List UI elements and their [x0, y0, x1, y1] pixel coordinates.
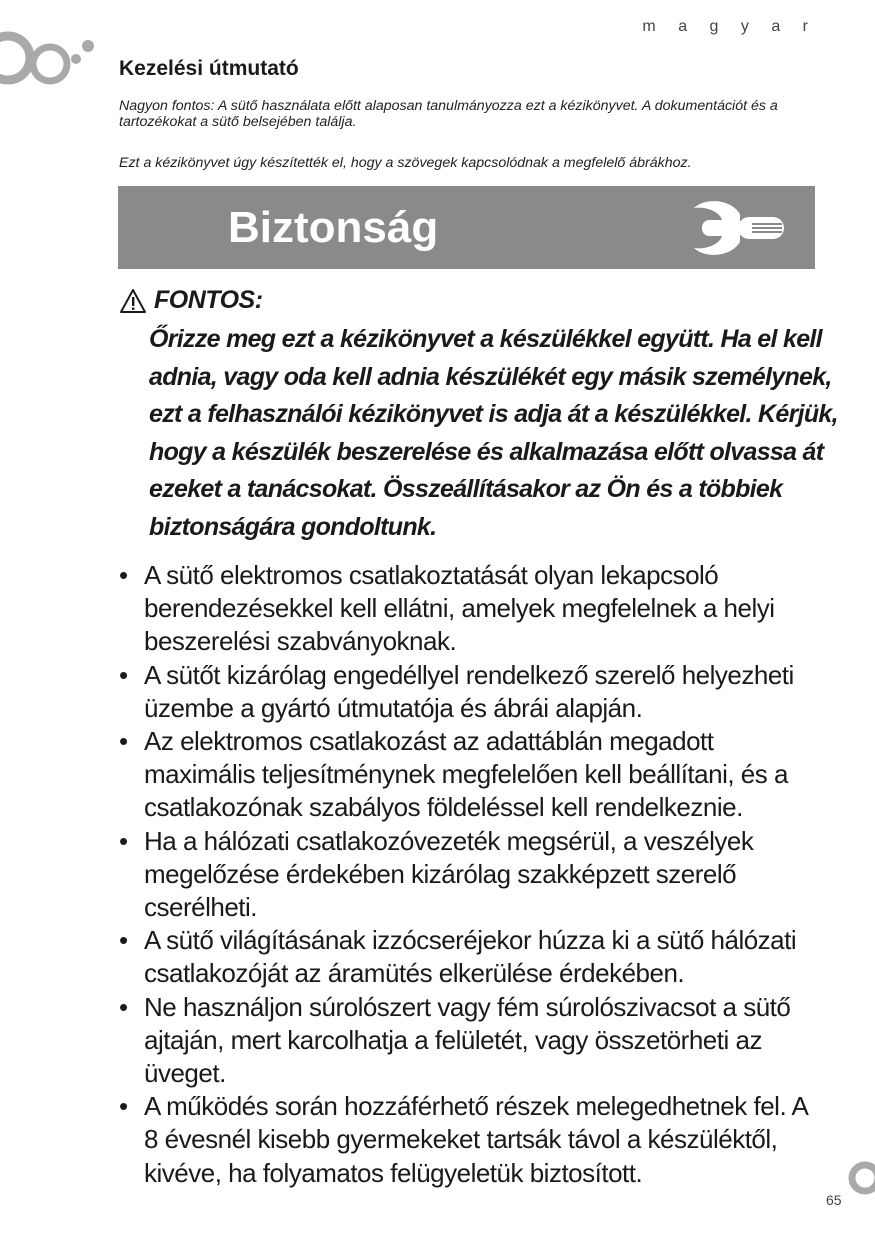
- warning-text: Őrizze meg ezt a kézikönyvet a készülékkel együtt. Ha el kell adnia, vagy oda kell adnia készülékét egy másik személynek, ezt a felhasználói kézikönyvet is adja át a készülékkel. Kérjük, hogy a készülék beszerelése és alkalmazása előtt olvassa át ezeket a tanácsokat. Összeállításakor az Ön és a többiek biztonságára gondoltunk.: [149, 325, 838, 541]
- bullet-icon: •: [119, 991, 128, 1022]
- page-number: 65: [826, 1192, 842, 1208]
- language-label: m a g y a r: [642, 18, 817, 35]
- bullet-icon: •: [119, 1091, 128, 1122]
- list-item: [119, 1090, 819, 1190]
- bullet-icon: •: [119, 825, 128, 856]
- warning-label: FONTOS:: [154, 286, 263, 314]
- list-item-text: A sütő világításának izzócseréjekor húzza ki a sütő hálózati csatlakozóját az áramütés elkerülése érdekében.: [144, 925, 797, 989]
- list-item: [119, 825, 819, 925]
- list-item: [119, 559, 819, 659]
- intro-paragraph: Nagyon fontos: A sütő használata előtt alaposan tanulmányozza ezt a kézikönyvet. A dokumentációt és a tartozékokat a sütő belsejében találja.: [119, 98, 778, 130]
- safety-bullet-list: [119, 559, 819, 1190]
- section-banner: [118, 186, 815, 269]
- page-title: Kezelési útmutató: [119, 57, 299, 80]
- bullet-icon: •: [119, 659, 128, 690]
- bullet-icon: •: [119, 726, 128, 757]
- section-title: Biztonság: [228, 203, 439, 252]
- warning-heading: [119, 286, 263, 315]
- list-item: [119, 924, 819, 990]
- bullet-icon: •: [119, 925, 128, 956]
- list-item-text: A sütőt kizárólag engedéllyel rendelkező szerelő helyezheti üzembe a gyártó útmutatója és ábrái alapján.: [144, 659, 794, 723]
- wrench-icon: [690, 200, 790, 256]
- list-item: [119, 725, 819, 825]
- list-item-text: A sütő elektromos csatlakoztatását olyan lekapcsoló berendezésekkel kell ellátni, amelyek megfelelnek a helyi beszerelési szabványoknak.: [144, 560, 775, 657]
- warning-triangle-icon: [119, 288, 147, 314]
- brand-ring-icon: [845, 1160, 875, 1196]
- list-item-text: A működés során hozzáférhető részek melegedhetnek fel. A 8 évesnél kisebb gyermekeket tartsák távol a készüléktől, kivéve, ha folyamatos felügyeletük biztosított.: [144, 1091, 807, 1188]
- list-item-text: Az elektromos csatlakozást az adattáblán megadott maximális teljesítménynek megfelelően kell beállítani, és a csatlakozónak szabályos földeléssel kell rendelkeznie.: [144, 726, 788, 823]
- list-item-text: Ha a hálózati csatlakozóvezeték megsérül, a veszélyek megelőzése érdekében kizárólag szakképzett szerelő cserélheti.: [144, 825, 754, 923]
- list-item-text: Ne használjon súrolószert vagy fém súrolószivacsot a sütő ajtaján, mert karcolhatja a felületét, vagy összetörheti az üveget.: [144, 991, 791, 1089]
- intro-note: Ezt a kézikönyvet úgy készítették el, hogy a szövegek kapcsolódnak a megfelelő ábrákhoz.: [119, 155, 692, 171]
- list-item: [119, 659, 819, 725]
- brand-logo-icon: [0, 18, 100, 98]
- bullet-icon: •: [119, 560, 128, 590]
- list-item: [119, 991, 819, 1091]
